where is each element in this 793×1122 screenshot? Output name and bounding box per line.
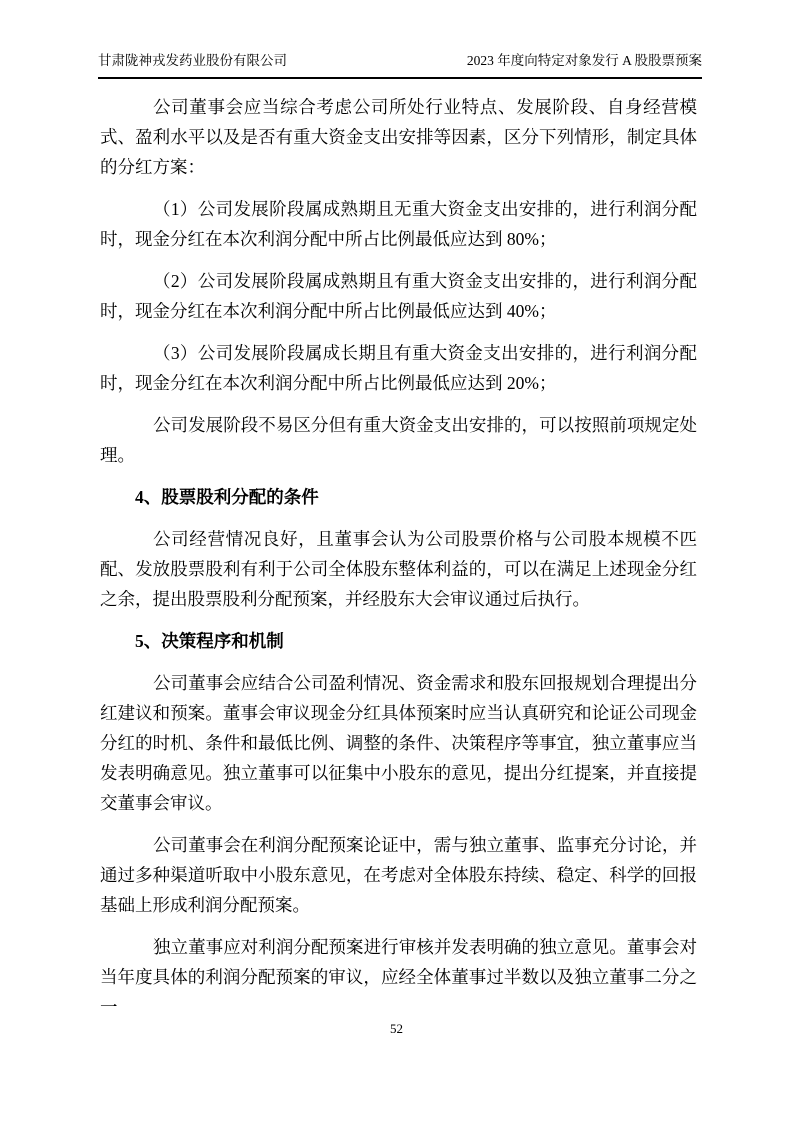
paragraph: 独立董事应对利润分配预案进行审核并发表明确的独立意见。董事会对当年度具体的利润分配预案的审议，应经全体董事过半数以及独立董事二分之一 xyxy=(100,937,697,1017)
section-heading: 4、股票股利分配的条件 xyxy=(135,487,319,507)
running-header xyxy=(98,52,702,79)
section-heading: 5、决策程序和机制 xyxy=(135,631,284,651)
header-document-title: 2023 年度向特定对象发行 A 股股票预案 xyxy=(466,53,702,68)
header-company-name: 甘肃陇神戎发药业股份有限公司 xyxy=(98,53,287,68)
paragraph: （3）公司发展阶段属成长期且有重大资金支出安排的，进行利润分配时，现金分红在本次利润分配中所占比例最低应达到 20%； xyxy=(100,343,697,393)
page-footer xyxy=(0,1020,793,1038)
paragraph: （1）公司发展阶段属成熟期且无重大资金支出安排的，进行利润分配时，现金分红在本次利润分配中所占比例最低应达到 80%； xyxy=(100,199,697,249)
document-body xyxy=(100,92,697,1034)
paragraph: 公司董事会应当综合考虑公司所处行业特点、发展阶段、自身经营模式、盈利水平以及是否有重大资金支出安排等因素，区分下列情形，制定具体的分红方案： xyxy=(100,97,697,177)
paragraph: 公司发展阶段不易区分但有重大资金支出安排的，可以按照前项规定处理。 xyxy=(100,415,697,465)
page-number: 52 xyxy=(390,1021,403,1036)
paragraph: （2）公司发展阶段属成熟期且有重大资金支出安排的，进行利润分配时，现金分红在本次利润分配中所占比例最低应达到 40%； xyxy=(100,271,697,321)
paragraph: 公司董事会在利润分配预案论证中，需与独立董事、监事充分讨论，并通过多种渠道听取中小股东意见，在考虑对全体股东持续、稳定、科学的回报基础上形成利润分配预案。 xyxy=(100,835,697,915)
paragraph: 公司经营情况良好，且董事会认为公司股票价格与公司股本规模不匹配、发放股票股利有利于公司全体股东整体利益的，可以在满足上述现金分红之余，提出股票股利分配预案，并经股东大会审议通过后执行。 xyxy=(100,529,697,609)
paragraph: 公司董事会应结合公司盈利情况、资金需求和股东回报规划合理提出分红建议和预案。董事会审议现金分红具体预案时应当认真研究和论证公司现金分红的时机、条件和最低比例、调整的条件、决策程序等事宜，独立董事应当发表明确意见。独立董事可以征集中小股东的意见，提出分红提案，并直接提交董事会审议。 xyxy=(100,673,697,813)
